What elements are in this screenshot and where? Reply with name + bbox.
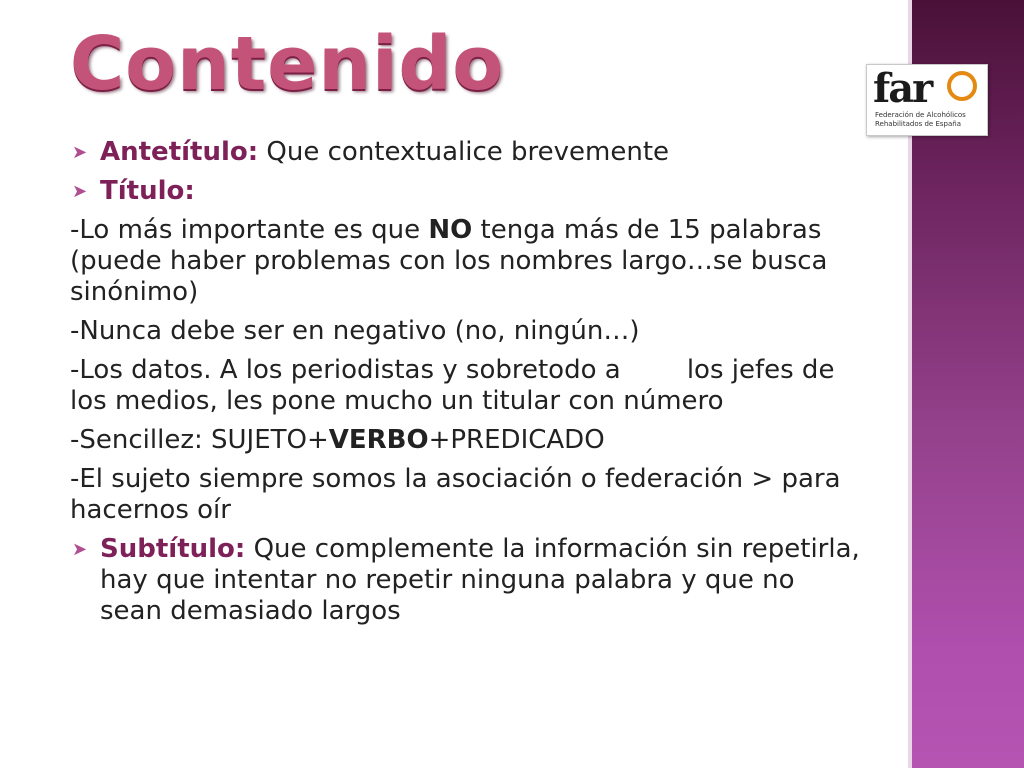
paragraph-emphasis: VERBO (328, 425, 429, 455)
paragraph-simplicity (70, 425, 860, 456)
slide-body (70, 137, 860, 635)
arrow-bullet-icon: ➤ (72, 181, 88, 202)
logo-ring-e (947, 71, 977, 101)
bullet-label: Subtítulo: (100, 534, 246, 564)
logo-caption-line-1: Federación de Alcohólicos (875, 111, 966, 119)
bullet-label: Antetítulo: (100, 137, 259, 167)
paragraph-text: -Sencillez: SUJETO+ (70, 425, 329, 455)
paragraph-data: -Los datos. A los periodistas y sobretodo a los jefes de los medios, les pone mucho un titular con número (70, 355, 843, 416)
arrow-bullet-icon: ➤ (72, 539, 88, 560)
bullet-text: Que contextualice brevemente (258, 137, 670, 167)
paragraph-text: -Lo más importante es que (70, 215, 429, 245)
paragraph-text: +PREDICADO (428, 425, 605, 455)
logo-caption (875, 111, 966, 129)
logo-caption-line-2: Rehabilitados de España (875, 120, 961, 128)
paragraph-text: tenga más de 15 palabras (puede haber problemas con los nombres largo…se busca sinónimo) (70, 215, 828, 307)
arrow-bullet-icon: ➤ (72, 142, 88, 163)
bullet-titulo (70, 176, 860, 207)
paragraph-emphasis: NO (428, 215, 473, 245)
slide-title: Contenido (70, 21, 505, 107)
logo-wordmark: far (873, 65, 932, 112)
bullet-antetitulo (70, 137, 860, 168)
bullet-subtitulo (70, 534, 860, 627)
paragraph-max-words (70, 215, 860, 308)
bullet-text: Que complemente la información sin repetirla, hay que intentar no repetir ninguna palabra y que no sean demasiado largos (100, 534, 860, 626)
paragraph-no-negative: -Nunca debe ser en negativo (no, ningún…) (70, 316, 640, 346)
fare-logo (866, 64, 988, 136)
paragraph-subject: -El sujeto siempre somos la asociación o federación > para hacernos oír (70, 464, 841, 525)
bullet-label: Título: (100, 176, 195, 206)
